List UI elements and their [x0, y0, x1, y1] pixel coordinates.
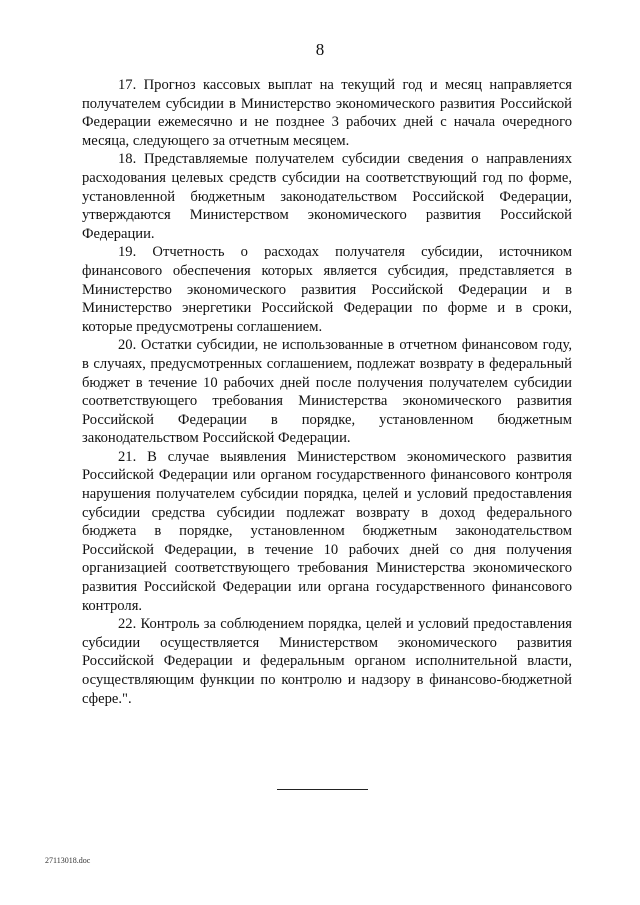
paragraph-21: 21. В случае выявления Министерством экономического развития Российской Федерации или органом государственного финансового контроля нарушения получателем субсидии порядка, целей и условий предоставления субсидии средства субсидии подлежат возврату в доход федерального бюджета в порядке, установленном бюджетным законодательством Российской Федерации, в течение 10 рабочих дней со дня получения организацией соответствующего требования Министерства экономического развития Российской Федерации или органа государственного финансового контроля. — [82, 448, 572, 614]
paragraph-17: 17. Прогноз кассовых выплат на текущий год и месяц направляется получателем субсидии в Министерство экономического развития Российской Федерации ежемесячно и не позднее 3 рабочих дней с начала очередного месяца, следующего за отчетным месяцем. — [82, 77, 572, 149]
paragraph-20: 20. Остатки субсидии, не использованные в отчетном финансовом году, в случаях, предусмотренных соглашением, подлежат возврату в федеральный бюджет в течение 10 рабочих дней после получения получателем субсидии соответствующего требования Министерства экономического развития Российской Федерации в порядке, установленном бюджетным законодательством Российской Федерации. — [82, 337, 572, 447]
end-separator-line — [277, 789, 368, 790]
paragraph-18: 18. Представляемые получателем субсидии сведения о направлениях расходования целевых средств субсидии на соответствующий год по форме, установленной бюджетным законодательством Российской Федерации, утверждаются Министерством экономического развития Российской Федерации. — [82, 151, 572, 242]
paragraph-19: 19. Отчетность о расходах получателя субсидии, источником финансового обеспечения которых является субсидия, представляется в Министерство экономического развития Российской Федерации и в Министерство энергетики Российской Федерации по форме и в сроки, которые предусмотрены соглашением. — [82, 244, 572, 335]
document-body — [82, 76, 572, 708]
page-number: 8 — [315, 40, 325, 59]
document-file-code: 27113018.doc — [45, 856, 91, 865]
paragraph-22: 22. Контроль за соблюдением порядка, целей и условий предоставления субсидии осуществляется Министерством экономического развития Российской Федерации и федеральным органом исполнительной власти, осуществляющим функции по контролю и надзору в финансово-бюджетной сфере.". — [82, 616, 572, 707]
